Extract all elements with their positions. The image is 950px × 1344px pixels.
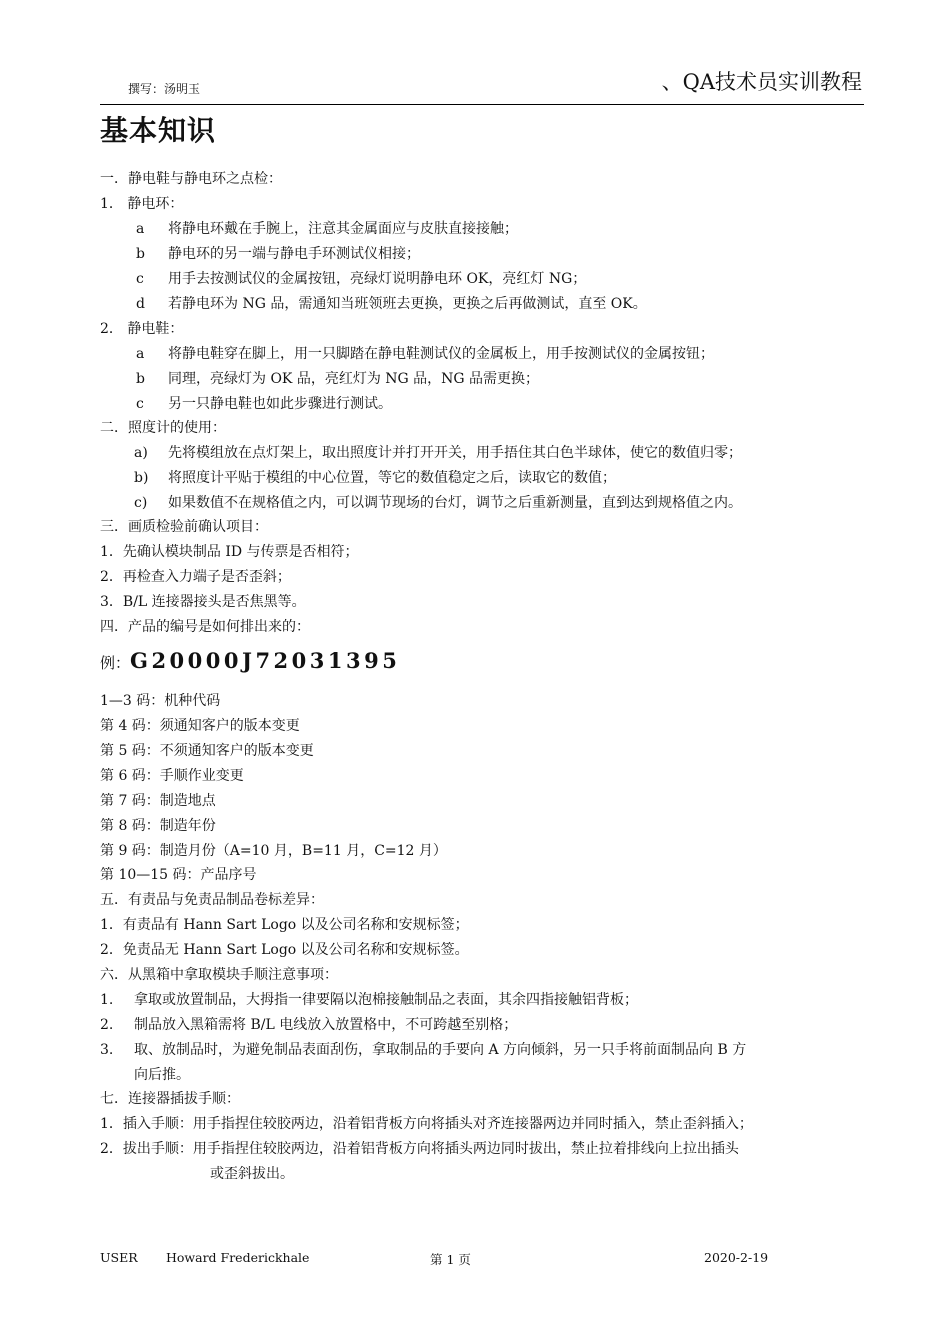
- list-item: [136, 295, 647, 313]
- item-label: c): [134, 495, 148, 511]
- list-item: [100, 1041, 746, 1059]
- list-item: 1．插入手顺：用手指捏住较胶两边，沿着铝背板方向将插头对齐连接器两边并同时插入，禁止歪斜插入；: [100, 1116, 753, 1132]
- item-text: 若静电环为 NG 品，需通知当班领班去更换，更换之后再做测试，直至 OK。: [168, 296, 647, 312]
- item-label: c: [136, 271, 144, 287]
- footer-page-number: 第 1 页: [430, 1252, 471, 1267]
- section-6-title: 六．从黑箱中拿取模块手顺注意事项：: [100, 967, 338, 983]
- example-code: G20000J72031395: [130, 648, 401, 673]
- footer-user-label: USER: [100, 1250, 138, 1265]
- item-text: 将静电环戴在手腕上，注意其金属面应与皮肤直接接触；: [168, 221, 518, 237]
- section-2-title: 二．照度计的使用：: [100, 420, 226, 436]
- item-text: 用手去按测试仪的金属按钮，亮绿灯说明静电环 OK，亮红灯 NG；: [168, 271, 587, 287]
- section-1-sub2: [100, 320, 183, 338]
- list-item: [136, 220, 518, 238]
- list-item: 第 9 码：制造月份（A=10 月，B=11 月，C=12 月）: [100, 843, 447, 859]
- list-item: 第 8 码：制造年份: [100, 818, 216, 834]
- item-label: b): [134, 470, 149, 486]
- sub-number: 1．: [100, 196, 123, 212]
- list-item: 第 5 码：不须通知客户的版本变更: [100, 743, 314, 759]
- example-label: 例：: [100, 654, 131, 672]
- list-item: 第 6 码：手顺作业变更: [100, 768, 244, 784]
- section-4-title: 四．产品的编号是如何排出来的：: [100, 619, 310, 635]
- item-label: a: [136, 221, 145, 237]
- list-item: [100, 991, 638, 1009]
- sub-title: 静电鞋：: [127, 321, 184, 337]
- list-item: [136, 270, 586, 288]
- page-title: 基本知识: [100, 114, 217, 147]
- item-text: 拿取或放置制品，大拇指一律要隔以泡棉接触制品之表面，其余四指接触铝背板；: [134, 992, 638, 1008]
- list-item-continuation: 向后推。: [134, 1067, 190, 1083]
- section-5-title: 五．有责品与免责品制品卷标差异：: [100, 892, 324, 908]
- item-label: a: [136, 346, 145, 362]
- item-text: 同理，亮绿灯为 OK 品，亮红灯为 NG 品，NG 品需更换；: [168, 371, 540, 387]
- list-item: [134, 494, 742, 512]
- section-1-title: 一．静电鞋与静电环之点检：: [100, 171, 282, 187]
- list-item: 第 7 码：制造地点: [100, 793, 216, 809]
- item-text: 将静电鞋穿在脚上，用一只脚踏在静电鞋测试仪的金属板上，用手按测试仪的金属按钮；: [168, 346, 714, 362]
- list-item: [136, 345, 714, 363]
- list-item: 2．再检查入力端子是否歪斜；: [100, 569, 291, 585]
- item-number: 3.: [100, 1042, 114, 1058]
- list-item: 第 4 码：须通知客户的版本变更: [100, 718, 300, 734]
- sub-title: 静电环：: [127, 196, 184, 212]
- section-3-title: 三．画质检验前确认项目：: [100, 519, 268, 535]
- item-label: a): [134, 445, 148, 461]
- sub-number: 2．: [100, 321, 123, 337]
- header-author: 撰写：汤明玉: [128, 82, 201, 96]
- list-item: [100, 1016, 517, 1034]
- item-text: 先将模组放在点灯架上，取出照度计并打开开关，用手捂住其白色半球体，使它的数值归零；: [168, 445, 742, 461]
- header-divider: [100, 104, 864, 105]
- item-label: b: [136, 246, 145, 262]
- header-doc-title: 、QA技术员实训教程: [661, 70, 862, 94]
- footer-date: 2020-2-19: [704, 1250, 769, 1265]
- example-line: [100, 648, 400, 677]
- list-item: 1—3 码：机种代码: [100, 693, 221, 709]
- list-item: 3．B/L 连接器接头是否焦黑等。: [100, 594, 306, 610]
- item-text: 将照度计平贴于模组的中心位置，等它的数值稳定之后，读取它的数值；: [168, 470, 616, 486]
- item-label: d: [136, 296, 145, 312]
- list-item: [134, 469, 616, 487]
- section-1-sub1: [100, 195, 183, 213]
- item-text: 静电环的另一端与静电手环测试仪相接；: [168, 246, 420, 262]
- item-number: 1.: [100, 992, 114, 1008]
- list-item: 2．拔出手顺：用手指捏住较胶两边，沿着铝背板方向将插头两边同时拔出，禁止拉着排线向上拉出插头: [100, 1141, 739, 1157]
- item-text: 取、放制品时，为避免制品表面刮伤，拿取制品的手要向 A 方向倾斜，另一只手将前面制品向 B 方: [134, 1042, 747, 1058]
- list-item: [136, 370, 539, 388]
- list-item: [134, 444, 742, 462]
- list-item: 第 10—15 码：产品序号: [100, 867, 257, 883]
- list-item: [136, 245, 420, 263]
- item-text: 另一只静电鞋也如此步骤进行测试。: [168, 396, 392, 412]
- item-text: 制品放入黑箱需将 B/L 电线放入放置格中，不可跨越至别格；: [134, 1017, 518, 1033]
- section-7-title: 七．连接器插拔手顺：: [100, 1091, 240, 1107]
- item-text: 如果数值不在规格值之内，可以调节现场的台灯，调节之后重新测量，直到达到规格值之内。: [168, 495, 742, 511]
- list-item: [136, 395, 392, 413]
- list-item: 2．免责品无 Hann Sart Logo 以及公司名称和安规标签。: [100, 942, 469, 958]
- item-label: b: [136, 371, 145, 387]
- item-number: 2.: [100, 1017, 114, 1033]
- list-item: 1．先确认模块制品 ID 与传票是否相符；: [100, 544, 359, 560]
- list-item-continuation: 或歪斜拔出。: [210, 1166, 294, 1182]
- list-item: 1．有责品有 Hann Sart Logo 以及公司名称和安规标签；: [100, 917, 469, 933]
- item-label: c: [136, 396, 144, 412]
- footer-user-name: Howard Frederickhale: [166, 1250, 310, 1265]
